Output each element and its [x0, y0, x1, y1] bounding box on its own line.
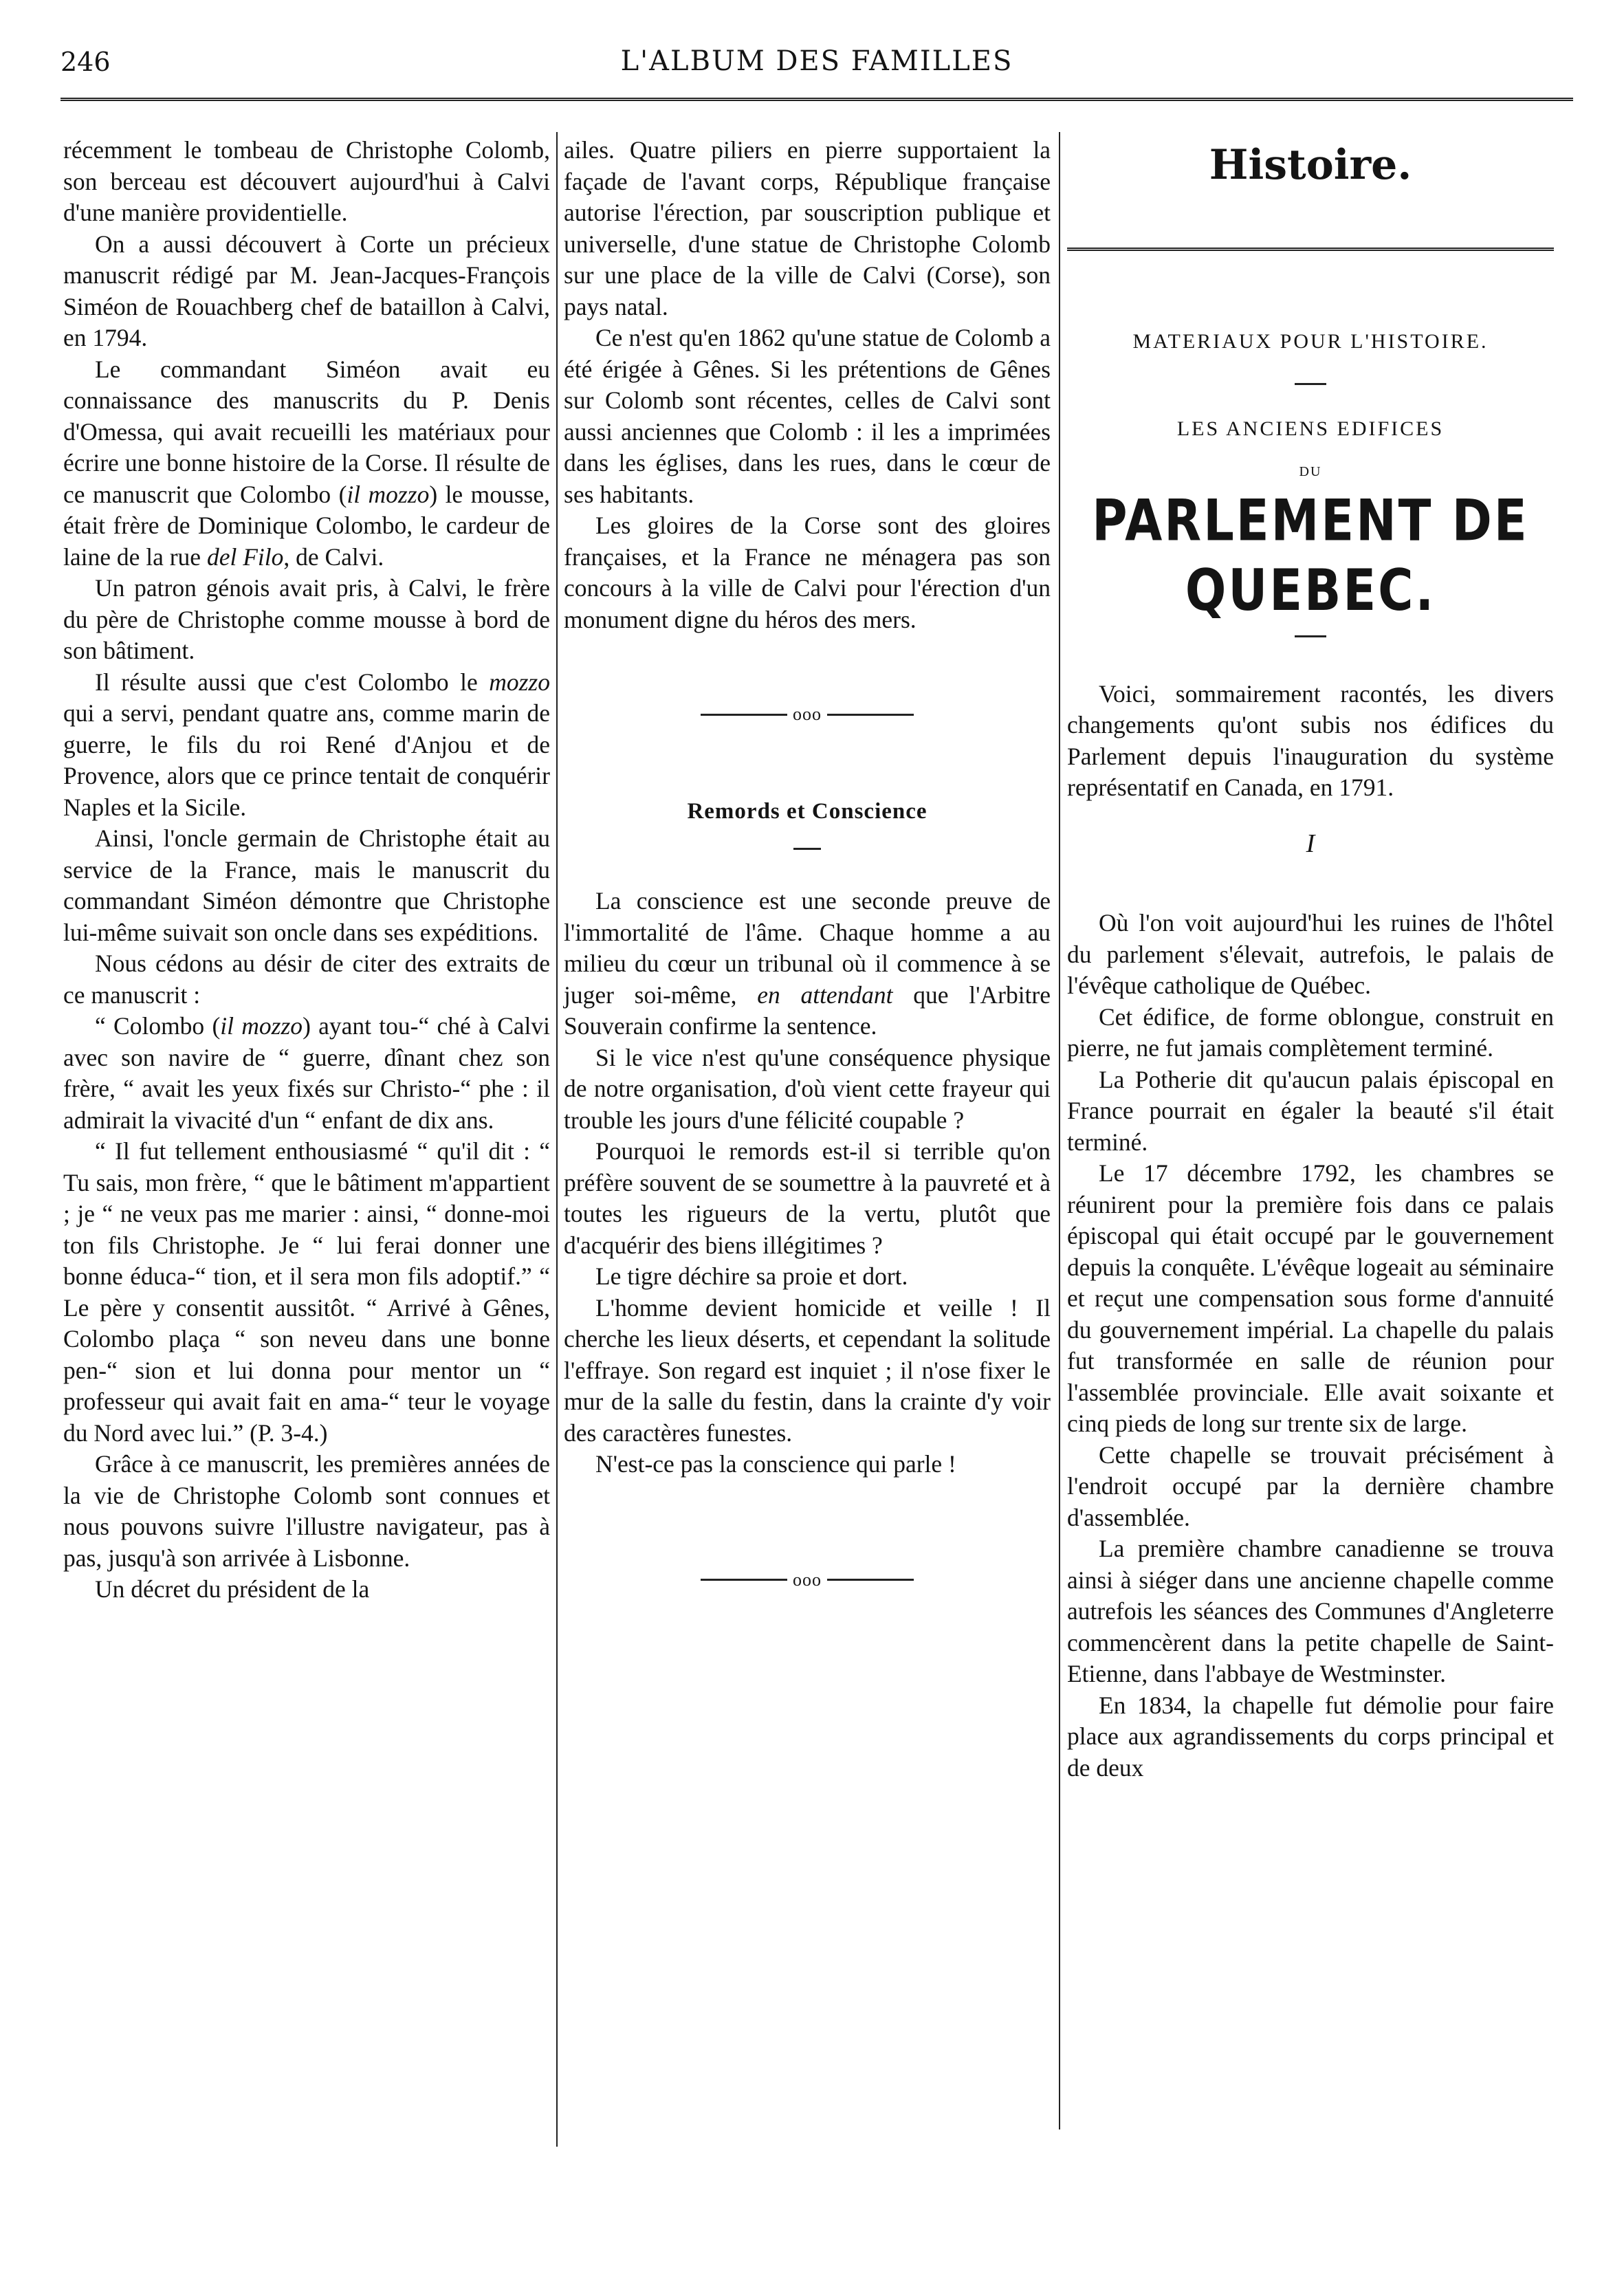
paragraph: Un patron génois avait pris, à Calvi, le frère du père de Christophe comme mousse à bord de son bâtiment. — [63, 574, 550, 664]
paragraph: La première chambre canadienne se trouva ainsi à siéger dans une ancienne chapelle comme autrefois les séances des Communes d'Angleterre commencèrent dans la petite chapelle de Saint-Etienne, dans l'abbaye de Westminster. — [1067, 1535, 1554, 1687]
paragraph: Voici, sommairement racontés, les divers changements qu'ont subis nos édifices du Parlement depuis l'inauguration du système représentatif en Canada, en 1791. — [1067, 679, 1554, 801]
section-separator: ooo — [564, 1563, 1051, 1596]
subheading-connector: DU — [1299, 464, 1322, 479]
paragraph: Pourquoi le remords est-il si terrible qu'on préfère souvent de se soumettre à la pauvreté et à toutes les rigueurs de la vertu, plutôt que d'acquérir des biens illégitimes ? — [564, 1137, 1051, 1259]
paragraph: récemment le tombeau de Christophe Colomb, son berceau est découvert aujourd'hui à Calvi d'une manière providentielle. — [63, 136, 550, 226]
header-rule — [61, 98, 1573, 101]
paragraph: Si le vice n'est qu'une conséquence physique de notre organisation, d'où vient cette frayeur qui trouble les jours d'une félicité coupable ? — [564, 1043, 1051, 1134]
article-title: PARLEMENT DE QUEBEC. — [1092, 487, 1529, 624]
paragraph: ailes. Quatre piliers en pierre supportaient la façade de l'avant corps, République française autorise l'érection, par souscription publique et universelle, d'une statue de Christophe Colomb sur une place de la ville de Calvi (Corse), son pays natal. — [564, 136, 1051, 320]
column-divider-1 — [556, 132, 558, 2147]
paragraph: N'est-ce pas la conscience qui parle ! — [595, 1450, 956, 1478]
paragraph: Le 17 décembre 1792, les chambres se réunirent pour la première fois dans ce palais épiscopal qui était occupé par le gouvernement depuis la conquête. L'évêque logeait au séminaire et reçut une compensation sous forme d'annuité du gouvernement impérial. La chapelle du palais fut transformée en salle de réunion pour l'assemblée provinciale. Elle avait soixante et cinq pieds de long sur trente six de large. — [1067, 1159, 1554, 1437]
heading-dash — [1295, 635, 1326, 637]
running-title: L'ALBUM DES FAMILLES — [620, 45, 1013, 77]
paragraph: Le tigre déchire sa proie et dort. — [595, 1262, 908, 1291]
title-rule — [1067, 248, 1554, 251]
section-separator: ooo — [564, 697, 1051, 730]
column-3 — [1067, 135, 1554, 1784]
heading-dash — [793, 848, 821, 850]
quotation: “ Colombo (il mozzo) ayant tou-“ ché à Calvi avec son navire de “ guerre, dînant chez son frère, “ avait les yeux fixés sur Christo-“ phe : il admirait la vivacité d'un “ enfant de dix ans. — [63, 1012, 550, 1134]
column-divider-2 — [1059, 132, 1060, 2129]
paragraph: Ce n'est qu'en 1862 qu'une statue de Colomb a été érigée à Gênes. Si les prétentions de Gênes sur Colomb sont récentes, celles de Calvi sont aussi anciennes que Colomb : il les a imprimées dans les églises, dans les rues, dans le cœur de ses habitants. — [564, 324, 1051, 508]
article-heading: Remords et Conscience — [687, 798, 928, 824]
paragraph: En 1834, la chapelle fut démolie pour faire place aux agrandissements du corps principal et de deux — [1067, 1691, 1554, 1782]
page-header — [61, 43, 1573, 91]
series-heading: MATERIAUX POUR L'HISTOIRE. — [1132, 330, 1489, 353]
subheading: LES ANCIENS EDIFICES — [1176, 417, 1445, 440]
paragraph: Nous cédons au désir de citer des extraits de ce manuscrit : — [63, 950, 550, 1009]
paragraph: Cet édifice, de forme oblongue, construit en pierre, ne fut jamais complètement terminé. — [1067, 1003, 1554, 1062]
paragraph: Le commandant Siméon avait eu connaissance des manuscrits du P. Denis d'Omessa, qui avait recueilli les matériaux pour écrire une bonne histoire de la Corse. Il résulte de ce manuscrit que Colombo (il mozzo) le mousse, était frère de Dominique Colombo, le cardeur de laine de la rue del Filo, de Calvi. — [63, 355, 550, 571]
paragraph: Il résulte aussi que c'est Colombo le mozzo qui a servi, pendant quatre ans, comme marin de guerre, le fils du roi René d'Anjou et de Provence, alors que ce prince tentait de conquérir Naples et la Sicile. — [63, 668, 550, 821]
column-1 — [63, 135, 550, 1606]
paragraph: Un décret du président de la — [95, 1575, 370, 1603]
paragraph: La conscience est une seconde preuve de l'immortalité de l'âme. Chaque homme a au milieu du cœur un tribunal où il commence à se juger soi-même, en attendant que l'Arbitre Souverain confirme la sentence. — [564, 887, 1051, 1040]
paragraph: Cette chapelle se trouvait précisément à l'endroit occupé par la dernière chambre d'assemblée. — [1067, 1441, 1554, 1531]
paragraph: Les gloires de la Corse sont des gloires françaises, et la France ne ménagera pas son concours à la ville de Calvi pour l'érection d'un monument digne du héros des mers. — [564, 512, 1051, 633]
column-2 — [564, 135, 1051, 1662]
paragraph: Où l'on voit aujourd'hui les ruines de l'hôtel du parlement s'élevait, autrefois, le palais de l'évêque catholique de Québec. — [1067, 909, 1554, 999]
page-number: 246 — [61, 47, 111, 77]
section-title: Histoire. — [1209, 141, 1412, 189]
paragraph: Grâce à ce manuscrit, les premières années de la vie de Christophe Colomb sont connues et nous pouvons suivre l'illustre navigateur, pas à pas, jusqu'à son arrivée à Lisbonne. — [63, 1450, 550, 1572]
paragraph: L'homme devient homicide et veille ! Il cherche les lieux déserts, et cependant la solitude l'effraye. Son regard est inquiet ; il n'ose fixer le mur de la salle du festin, dans la crainte d'y voir des caractères funestes. — [564, 1293, 1051, 1447]
chapter-numeral: I — [1306, 829, 1315, 858]
paragraph: On a aussi découvert à Corte un précieux manuscrit rédigé par M. Jean-Jacques-François Siméon de Rouachberg chef de bataillon à Calvi, en 1794. — [63, 230, 550, 351]
paragraph: La Potherie dit qu'aucun palais épiscopal en France pourrait en égaler la beauté s'il était terminé. — [1067, 1065, 1554, 1156]
paragraph: Ainsi, l'oncle germain de Christophe était au service de la France, mais le manuscrit du commandant Siméon démontre que Christophe lui-même suivait son oncle dans ses expéditions. — [63, 824, 550, 946]
heading-dash — [1295, 383, 1326, 385]
quotation: “ Il fut tellement enthousiasmé “ qu'il dit : “ Tu sais, mon frère, “ que le bâtiment m'appartient ; je “ ne veux pas me marier : ainsi, “ donne-moi ton fils Christophe. Je “ lui ferai donner une bonne éduca-“ tion, et il sera mon fils adoptif.” “ Le père y consentit aussitôt. “ Arrivé à Gênes, Colombo plaça “ son neveu dans une bonne pen-“ sion et lui donna pour mentor un “ professeur qui avait fait en ama-“ teur le voyage du Nord avec lui.” (P. 3-4.) — [63, 1137, 550, 1447]
